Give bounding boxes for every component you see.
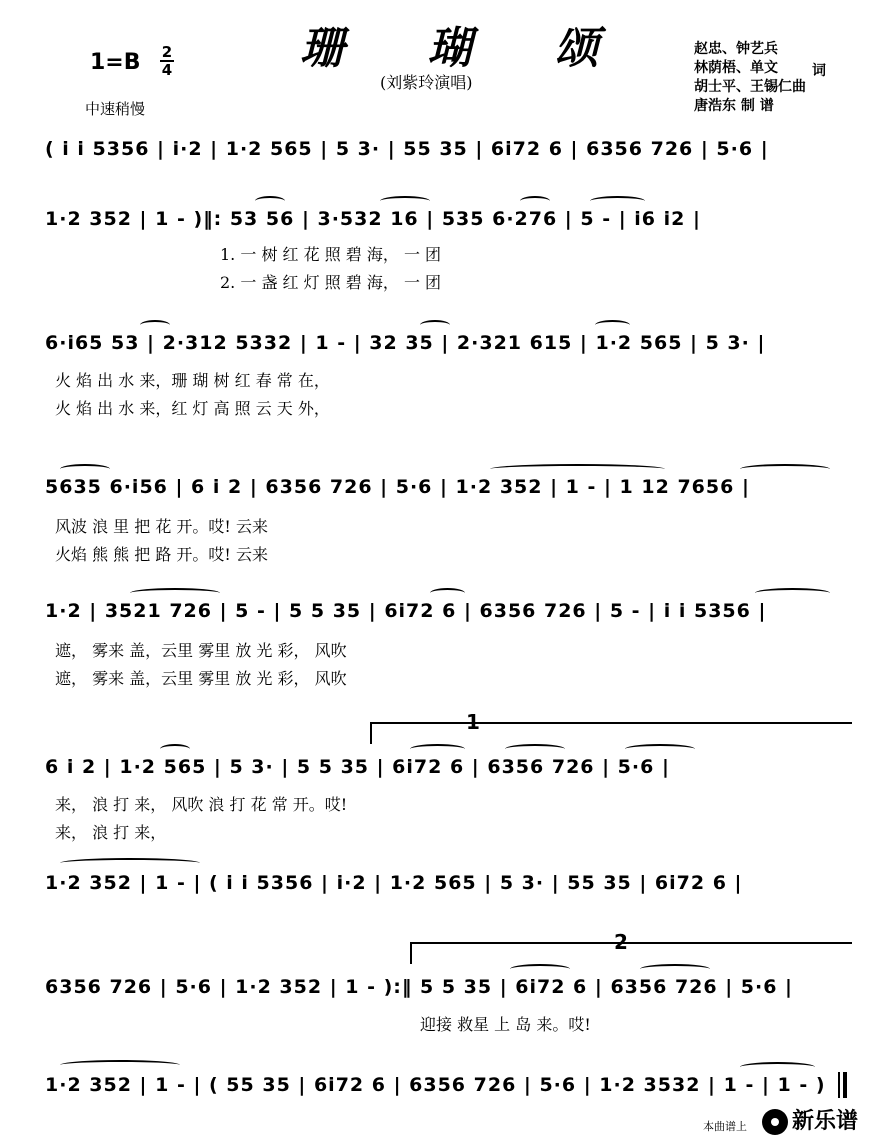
- footer-text: 本曲谱上: [703, 1120, 747, 1133]
- slur: [140, 320, 170, 330]
- score-row-1: ( i i 5356 | i·2 | 1·2 565 | 5 3· | 55 35 | 6i72 6 | 6356 726 | 5·6 |: [45, 138, 769, 160]
- slur: [60, 464, 110, 474]
- slur: [505, 744, 565, 754]
- lyrics-row-3-verse-2: 火 焰 出 水 来，红 灯 高 照 云 天 外，: [55, 399, 330, 418]
- credit-line-4: 唐浩东 制 谱: [694, 98, 774, 114]
- score-row-6: 6 i 2 | 1·2 565 | 5 3· | 5 5 35 | 6i72 6 | 6356 726 | 5·6 |: [45, 756, 670, 778]
- score-row-4: 5635 6·i56 | 6 i 2 | 6356 726 | 5·6 | 1·2 352 | 1 - | 1 12 7656 |: [45, 476, 750, 498]
- slur: [160, 744, 190, 754]
- volta-number-1: 1: [466, 710, 480, 734]
- score-row-2: 1·2 352 | 1 - )‖: 53 56 | 3·532 16 | 535 6·276 | 5 - | i6 i2 |: [45, 208, 701, 230]
- slur: [430, 588, 465, 598]
- slur: [755, 588, 830, 598]
- time-signature-bottom: 4: [161, 61, 173, 79]
- lyrics-row-6-verse-1: 来， 浪 打 来， 风吹 浪 打 花 常 开。哎!: [55, 795, 348, 814]
- slur: [60, 858, 200, 868]
- slur: [625, 744, 695, 754]
- slur: [595, 320, 630, 330]
- score-row-7: 1·2 352 | 1 - | ( i i 5356 | i·2 | 1·2 565 | 5 3· | 55 35 | 6i72 6 |: [45, 872, 743, 894]
- lyrics-row-4-verse-1: 风波 浪 里 把 花 开。哎! 云来: [55, 517, 268, 536]
- slur: [130, 588, 220, 598]
- tempo-marking: 中速稍慢: [85, 100, 146, 118]
- slur: [640, 964, 710, 974]
- score-row-8: 6356 726 | 5·6 | 1·2 352 | 1 - ):‖ 5 5 35 | 6i72 6 | 6356 726 | 5·6 |: [45, 976, 793, 998]
- credit-lyrics-suffix: 词: [812, 63, 826, 79]
- score-row-9: 1·2 352 | 1 - | ( 55 35 | 6i72 6 | 6356 726 | 5·6 | 1·2 3532 | 1 - | 1 - ): [45, 1074, 826, 1096]
- lyrics-row-2-verse-1: 1. 一 树 红 花 照 碧 海， 一 团: [220, 245, 442, 264]
- slur: [520, 196, 550, 206]
- credit-line-2: 林荫梧、单文: [694, 60, 778, 76]
- song-subtitle: (刘紫玲演唱): [380, 73, 473, 92]
- final-barline: [838, 1072, 847, 1098]
- slur: [490, 464, 665, 474]
- slur: [590, 196, 645, 206]
- logo-text: 新乐谱: [792, 1109, 859, 1134]
- slur: [255, 196, 285, 206]
- slur: [740, 464, 830, 474]
- score-row-5: 1·2 | 3521 726 | 5 - | 5 5 35 | 6i72 6 | 6356 726 | 5 - | i i 5356 |: [45, 600, 767, 622]
- volta-bracket-2: [410, 942, 852, 964]
- lyrics-row-5-verse-1: 遮， 雾来 盖，云里 雾里 放 光 彩， 风吹: [55, 641, 347, 660]
- slur: [60, 1060, 180, 1070]
- slur: [510, 964, 570, 974]
- slur: [740, 1062, 815, 1072]
- slur: [410, 744, 465, 754]
- volta-number-2: 2: [614, 930, 628, 954]
- site-logo: [762, 1104, 858, 1135]
- time-signature-top: 2: [161, 43, 173, 61]
- slur: [420, 320, 450, 330]
- lyrics-row-3-verse-1: 火 焰 出 水 来，珊 瑚 树 红 春 常 在，: [55, 371, 330, 390]
- lyrics-row-5-verse-2: 遮， 雾来 盖，云里 雾里 放 光 彩， 风吹: [55, 669, 347, 688]
- song-title: 珊 瑚 颂: [300, 23, 633, 74]
- score-row-3: 6·i65 53 | 2·312 5332 | 1 - | 32 35 | 2·321 615 | 1·2 565 | 5 3· |: [45, 332, 766, 354]
- logo-disc-icon: [762, 1109, 788, 1135]
- slur: [380, 196, 430, 206]
- lyrics-row-2-verse-2: 2. 一 盏 红 灯 照 碧 海， 一 团: [220, 273, 442, 292]
- credits-block: [694, 40, 806, 116]
- credit-line-1: 赵忠、钟艺兵: [694, 41, 778, 57]
- volta-bracket-1: [370, 722, 852, 744]
- lyrics-row-4-verse-2: 火焰 熊 熊 把 路 开。哎! 云来: [55, 545, 268, 564]
- credit-line-3: 胡士平、王锡仁曲: [694, 79, 806, 95]
- lyrics-row-6-verse-2: 来， 浪 打 来，: [55, 823, 167, 842]
- lyrics-row-8-verse-1: 迎接 救星 上 岛 来。哎!: [420, 1015, 591, 1034]
- key-signature: 1=B: [90, 50, 141, 75]
- time-signature: [160, 44, 174, 78]
